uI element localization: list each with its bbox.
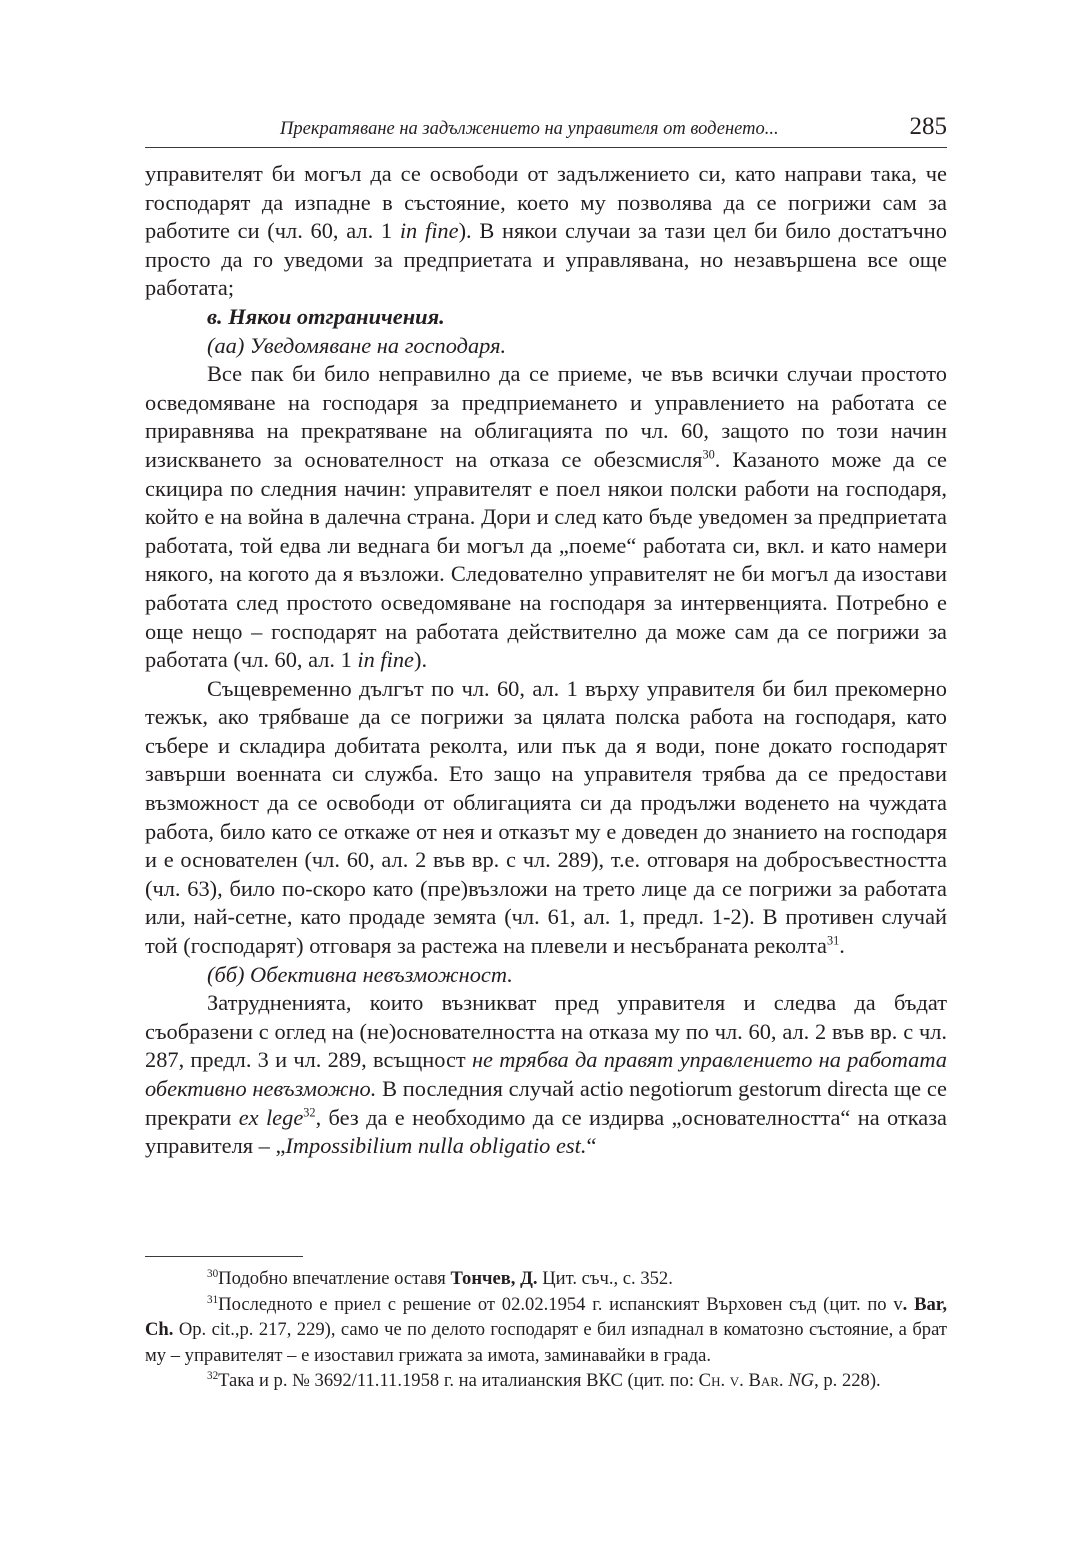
heading-v: в. Някои отграничения. <box>207 303 445 329</box>
heading-aa: (аа) Уведомяване на господаря. <box>207 332 507 358</box>
footnote-ref-31[interactable]: 31 <box>826 933 840 948</box>
footnote-31: $^{31}$Последното е приел с решение от 02.02.1954 г. испанският Върховен съд (цит. по v. Bar, Ch. Op. cit.,p. 217, 229), само че по делото господарят е бил изпаднал в коматозно състояние, а брат му – управителят – е изоставил грижата за имота, заминавайки в града. <box>145 1293 947 1366</box>
footnotes <box>145 1266 947 1394</box>
paragraph-3: Същевременно дългът по чл. 60, ал. 1 върху управителя би бил прекомерно тежък, ако трябваше да се погрижи за цялата полска работа на господаря, като събере и складира добитата реколта, или пък да я води, поне докато господарят завърши военната си служба. Ето защо на управителя трябва да се предостави възможност да се освободи от облигацията си да продължи воденето на чуждата работа, било като се откаже от нея и отказът му е доведен до знанието на господаря и е основателен (чл. 60, ал. 2 във вр. с чл. 289), т.е. отговаря на добросъвестността (чл. 63), било по-скоро като (пре)възложи на трето лице да се погрижи за работата или, най-сетне, като продаде земята (чл. 61, ал. 1, предл. 1-2). В противен случай той (господарят) отговаря за растежа на плевели и несъбраната реколта$^{31}$. <box>145 675 947 959</box>
running-title: Прекратяване на задължението на управителя от воденето... <box>280 119 779 139</box>
footnote-32: $^{32}$Така и р. № 3692/11.11.1958 г. на италианския ВКС (цит. по: Ch. v. Bar. NG, p. 228). <box>207 1370 881 1392</box>
running-header <box>145 113 947 148</box>
page-number: 285 <box>909 113 947 140</box>
footnote-ref-32[interactable]: 32 <box>303 1105 316 1120</box>
footnote-30: $^{30}$Подобно впечатление оставя Тончев, Д. Цит. съч., с. 352. <box>207 1267 673 1289</box>
paragraph-1: управителят би могъл да се освободи от задължението си, като направи така, че господарят да изпадне в състояние, което му позволява да се погрижи сам за работите си (чл. 60, ал. 1 in fine). В някои случаи за тази цел би било достатъчно просто да го уведоми за предприетата и управлявана, но незавършена все още работата; <box>145 161 947 301</box>
main-text <box>145 160 947 1161</box>
heading-bb: (бб) Обективна невъзможност. <box>207 961 513 987</box>
footnote-ref-30[interactable]: 30 <box>702 447 715 462</box>
paragraph-4: Затрудненията, които възникват пред управителя и следва да бъдат съобразени с оглед на (не)основателността на отказа му по чл. 60, ал. 2 във вр. с чл. 287, предл. 3 и чл. 289, всъщност не трябва да правят управлението на работата обективно невъзможно. В последния случай actio negotiorum gestorum directa ще се прекрати ex lege$^{32}$, без да е необходимо да се издирва „основателността“ на отказа управителя – „Impossibilium nulla obligatio est.“ <box>145 990 948 1159</box>
paragraph-2: Все пак би било неправилно да се приеме, че във всички случаи простото осведомяване на господаря за предприемането и управлението на работата се приравнява на прекратяване на облигацията по чл. 60, защото по този начин изискването за основателност на отказа се обезсмисля$^{30}$. Казаното може да се скицира по следния начин: управителят е поел някои полски работи на господаря, който е на война в далечна страна. Дори и след като бъде уведомен за предприетата работата, той едва ли веднага би могъл да „поеме“ работата си, вкл. и като намери някого, на когото да я възложи. Следователно управителят не би могъл да изостави работата след простото осведомяване на господаря за интервенцията. Потребно е още нещо – господарят на работата действително да може сам да се погрижи за работата (чл. 60, ал. 1 in fine). <box>145 361 947 673</box>
footnote-separator <box>145 1256 303 1257</box>
